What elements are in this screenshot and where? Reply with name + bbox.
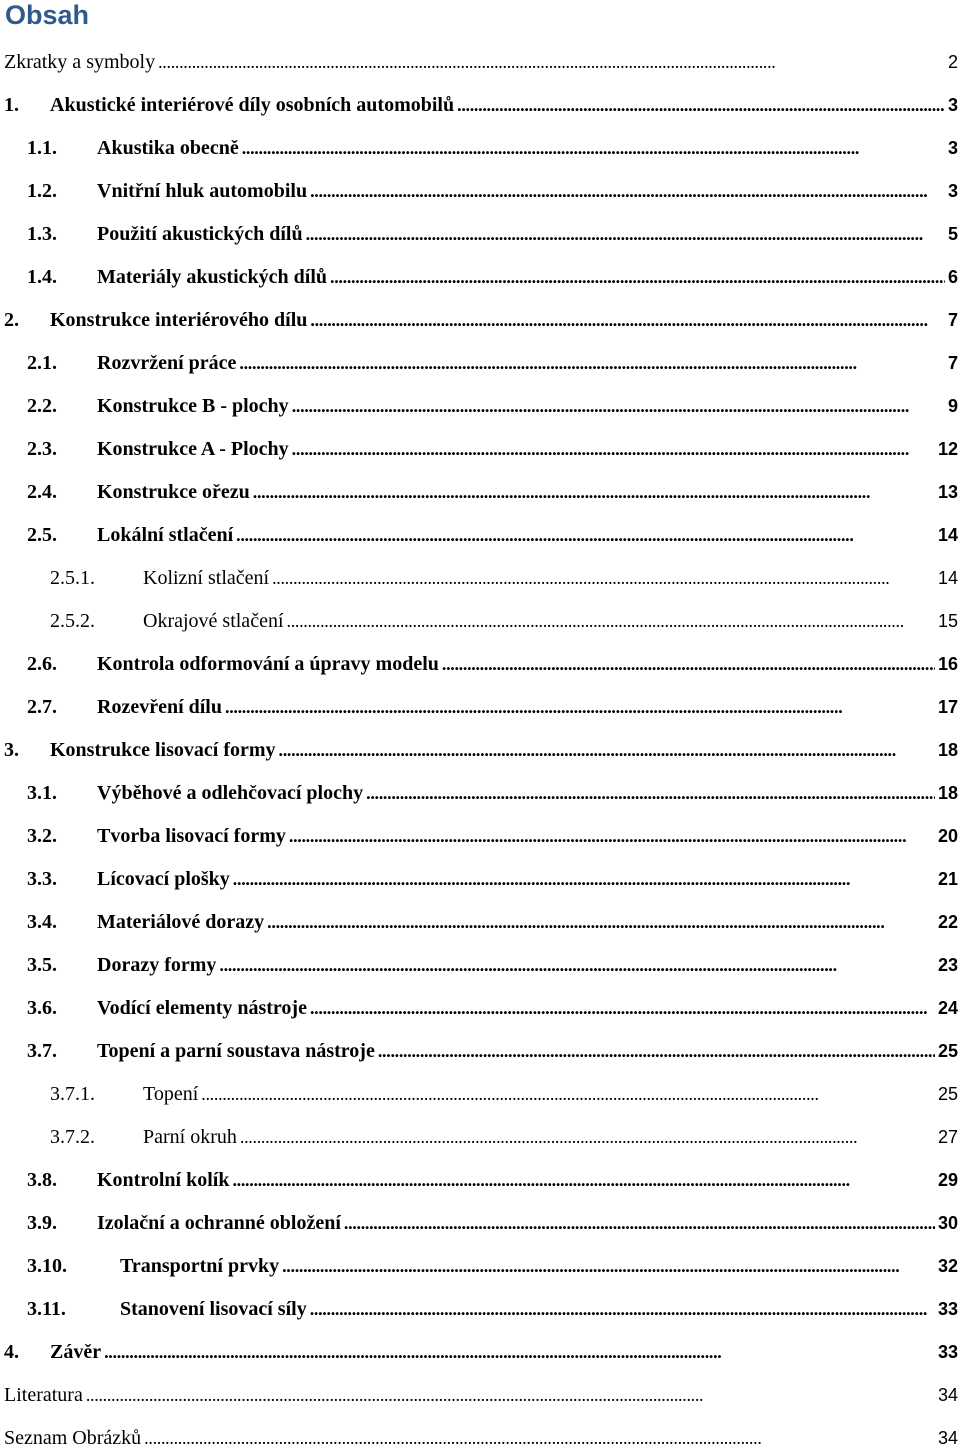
toc-entry-title: Vodící elementy nástroje [97,997,307,1019]
toc-entry-page: 9 [947,396,958,416]
toc-entry-3-11[interactable] [0,1294,960,1324]
toc-entry-title: Vnitřní hluk automobilu [97,180,308,202]
toc-entry-2-6[interactable] [0,649,960,679]
toc-entry-page: 21 [937,869,958,889]
toc-dot-leader [236,520,935,550]
toc-entry-title: Transportní prvky [120,1255,280,1277]
toc-entry-page: 18 [937,783,958,803]
toc-entry-title: Topení a parní soustava nástroje [97,1040,375,1062]
toc-entry-3-8[interactable] [0,1165,960,1195]
toc-entry-title: Tvorba lisovací formy [97,825,286,847]
toc-entry-page: 2 [947,52,958,72]
toc-entry-page: 6 [947,267,958,287]
toc-entry-page: 15 [937,611,958,631]
toc-entry-title: Kontrolní kolík [97,1169,230,1191]
toc-dot-leader [310,993,935,1023]
toc-entry-page: 33 [937,1342,958,1362]
toc-entry-page: 14 [937,525,958,545]
toc-entry-title: Topení [143,1083,199,1105]
toc-entry-title: Okrajové stlačení [143,610,284,632]
toc-dot-leader [144,1423,935,1453]
toc-entry-title: Konstrukce ořezu [97,481,250,503]
toc-entry-literature[interactable] [0,1380,960,1410]
toc-entry-title: Konstrukce A - Plochy [97,438,289,460]
toc-entry-3-2[interactable] [0,821,960,851]
toc-entry-3-5[interactable] [0,950,960,980]
toc-entry-page: 20 [937,826,958,846]
toc-entry-page: 5 [947,224,958,244]
toc-entry-3-9[interactable] [0,1208,960,1238]
toc-heading: Obsah [5,0,90,30]
toc-entry-number: 2.5. [27,524,57,546]
toc-dot-leader [457,90,945,120]
toc-dot-leader [310,1294,935,1324]
toc-dot-leader [225,692,935,722]
toc-entry-3-3[interactable] [0,864,960,894]
toc-entry-page: 7 [947,353,958,373]
toc-dot-leader [282,1251,935,1281]
toc-entry-1-4[interactable] [0,262,960,292]
toc-dot-leader [272,563,935,593]
toc-entry-page: 17 [937,697,958,717]
toc-entry-page: 34 [937,1385,958,1405]
toc-entry-2-2[interactable] [0,391,960,421]
toc-dot-leader [267,907,935,937]
toc-entry-number: 2.6. [27,653,57,675]
toc-entry-number: 3.2. [27,825,57,847]
toc-entry-title: Materiály akustických dílů [97,266,328,288]
toc-entry-title: Parní okruh [143,1126,237,1148]
toc-entry-number: 2. [4,309,19,331]
toc-entry-title: Akustické interiérové díly osobních automobilů [50,94,455,116]
toc-entry-page: 14 [937,568,958,588]
toc-entry-number: 2.5.1. [50,567,95,589]
toc-entry-3-1[interactable] [0,778,960,808]
toc-entry-number: 2.3. [27,438,57,460]
toc-entry-3-7-2[interactable] [0,1122,960,1152]
toc-dot-leader [253,477,935,507]
toc-entry-page: 3 [947,95,958,115]
toc-entry-page: 30 [937,1213,958,1233]
toc-entry-title: Stanovení lisovací síly [120,1298,307,1320]
toc-entry-number: 2.2. [27,395,57,417]
toc-entry-number: 1.3. [27,223,57,245]
toc-dot-leader [233,864,935,894]
toc-entry-title: Rozvržení práce [97,352,237,374]
toc-entry-3-4[interactable] [0,907,960,937]
toc-entry-title: Akustika obecně [97,137,239,159]
toc-entry-number: 4. [4,1341,19,1363]
toc-entry-title: Lokální stlačení [97,524,234,546]
toc-entry-title: Kolizní stlačení [143,567,270,589]
toc-entry-2-1[interactable] [0,348,960,378]
toc-dot-leader [240,1122,935,1152]
toc-dot-leader [219,950,935,980]
toc-entry-page: 18 [937,740,958,760]
toc-entry-number: 3.4. [27,911,57,933]
toc-dot-leader [378,1036,935,1066]
toc-entry-title: Lícovací plošky [97,868,230,890]
toc-entry-title: Literatura [4,1384,83,1406]
toc-entry-number: 3.10. [27,1255,67,1277]
toc-dot-leader [292,434,935,464]
toc-entry-page: 29 [937,1170,958,1190]
toc-entry-3[interactable] [0,735,960,765]
toc-entry-number: 1.4. [27,266,57,288]
toc-dot-leader [310,305,945,335]
toc-entry-1[interactable] [0,90,960,120]
toc-dot-leader [239,348,945,378]
toc-entry-abbreviations[interactable] [0,47,960,77]
toc-entry-title: Seznam Obrázků [4,1427,142,1449]
toc-entry-title: Materiálové dorazy [97,911,265,933]
toc-entry-title: Dorazy formy [97,954,217,976]
toc-entry-title: Rozevření dílu [97,696,222,718]
toc-entry-number: 3. [4,739,19,761]
toc-entry-page: 16 [937,654,958,674]
toc-entry-title: Konstrukce interiérového dílu [50,309,308,331]
toc-dot-leader [306,219,945,249]
toc-entry-number: 3.1. [27,782,57,804]
toc-entry-number: 3.7.1. [50,1083,95,1105]
toc-entry-page: 24 [937,998,958,1018]
toc-entry-1-3[interactable] [0,219,960,249]
toc-dot-leader [232,1165,935,1195]
toc-entry-title: Kontrola odformování a úpravy modelu [97,653,439,675]
toc-entry-page: 25 [937,1084,958,1104]
toc-entry-2-3[interactable] [0,434,960,464]
toc-entry-number: 3.7.2. [50,1126,95,1148]
toc-entry-number: 1.2. [27,180,57,202]
toc-dot-leader [287,606,935,636]
toc-entry-number: 3.9. [27,1212,57,1234]
toc-entry-2-5-2[interactable] [0,606,960,636]
toc-entry-page: 22 [937,912,958,932]
toc-entry-3-7[interactable] [0,1036,960,1066]
toc-entry-number: 2.4. [27,481,57,503]
toc-dot-leader [442,649,935,679]
toc-entry-1-2[interactable] [0,176,960,206]
toc-dot-leader [279,735,935,765]
toc-entry-number: 2.5.2. [50,610,95,632]
toc-entry-number: 3.11. [27,1298,66,1320]
toc-entry-title: Použití akustických dílů [97,223,303,245]
toc-entry-number: 3.5. [27,954,57,976]
toc-entry-figures[interactable] [0,1423,960,1453]
toc-dot-leader [289,821,935,851]
toc-entry-title: Zkratky a symboly [4,51,156,73]
toc-dot-leader [201,1079,935,1109]
toc-entry-number: 3.6. [27,997,57,1019]
toc-entry-number: 1.1. [27,137,57,159]
toc-entry-number: 3.3. [27,868,57,890]
toc-entry-4[interactable] [0,1337,960,1367]
toc-entry-2-4[interactable] [0,477,960,507]
toc-entry-number: 3.8. [27,1169,57,1191]
toc-entry-page: 12 [937,439,958,459]
toc-entry-2[interactable] [0,305,960,335]
toc-entry-page: 25 [937,1041,958,1061]
toc-entry-2-5[interactable] [0,520,960,550]
toc-entry-1-1[interactable] [0,133,960,163]
toc-entry-page: 27 [937,1127,958,1147]
toc-entry-title: Výběhové a odlehčovací plochy [97,782,364,804]
toc-dot-leader [86,1380,935,1410]
toc-dot-leader [292,391,945,421]
toc-entry-title: Konstrukce B - plochy [97,395,289,417]
toc-dot-leader [330,262,945,292]
toc-entry-number: 2.1. [27,352,57,374]
toc-dot-leader [158,47,945,77]
toc-entry-2-7[interactable] [0,692,960,722]
toc-entry-page: 3 [947,138,958,158]
toc-entry-page: 3 [947,181,958,201]
toc-dot-leader [310,176,945,206]
toc-entry-page: 34 [937,1428,958,1448]
toc-dot-leader [366,778,935,808]
toc-entry-number: 2.7. [27,696,57,718]
toc-entry-page: 13 [937,482,958,502]
toc-entry-3-7-1[interactable] [0,1079,960,1109]
toc-entry-number: 1. [4,94,19,116]
toc-entry-title: Izolační a ochranné obložení [97,1212,341,1234]
toc-entry-page: 32 [937,1256,958,1276]
toc-entry-page: 7 [947,310,958,330]
toc-dot-leader [344,1208,935,1238]
toc-dot-leader [104,1337,935,1367]
toc-entry-3-6[interactable] [0,993,960,1023]
toc-entry-3-10[interactable] [0,1251,960,1281]
toc-entry-title: Závěr [50,1341,102,1363]
toc-entry-number: 3.7. [27,1040,57,1062]
toc-dot-leader [242,133,945,163]
toc-entry-page: 33 [937,1299,958,1319]
toc-entry-title: Konstrukce lisovací formy [50,739,276,761]
toc-entry-page: 23 [937,955,958,975]
toc-entry-2-5-1[interactable] [0,563,960,593]
